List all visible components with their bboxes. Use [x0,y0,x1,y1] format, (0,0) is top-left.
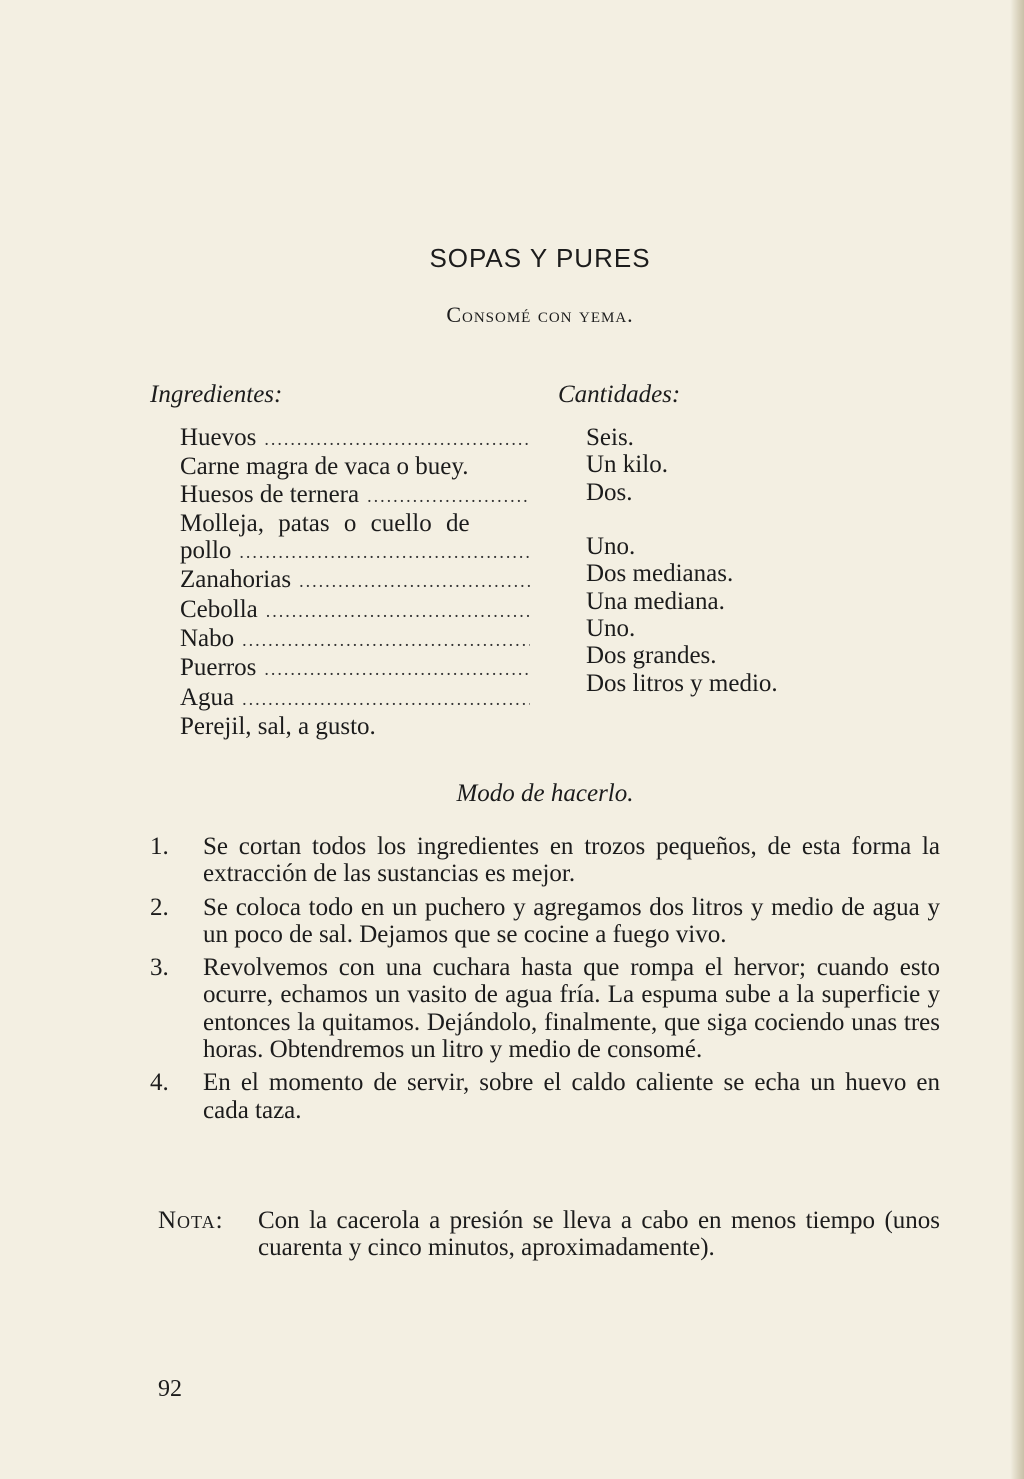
step-text: Se coloca todo en un puchero y agregamos dos litros y medio de agua y un poco de sal. Dejamos que se cocine a fuego vivo. [203,893,940,948]
ingredient-row [180,684,530,713]
quantity-value: Un kilo. [586,451,668,479]
quantity-value: Dos. [586,478,633,506]
step-text: En el momento de servir, sobre el caldo caliente se echa un huevo en cada taza. [203,1069,940,1124]
ingredients-heading: Ingredientes: [150,381,283,408]
page-number: 92 [158,1376,182,1402]
ingredient-name: Perejil, sal, a gusto. [180,712,376,740]
ingredient-name: Nabo [180,625,235,653]
leader-dots [242,686,530,713]
ingredient-row [180,510,530,537]
quantity-value: Uno. [586,615,636,643]
step-item [150,833,940,888]
ingredient-name: Molleja, patas o cuello de [180,509,470,537]
leader-dots [367,483,530,510]
ingredient-row [180,625,530,654]
ingredient-row [180,424,530,453]
quantity-value [586,506,886,533]
ingredient-name: Carne magra de vaca o buey. [180,453,469,481]
ingredient-row [180,537,530,566]
ingredient-name: pollo [180,537,232,565]
recipe-title: Consomé con yema. [446,302,634,327]
quantities-list [586,424,886,697]
step-text: Se cortan todos los ingredientes en trozos pequeños, de esta forma la extracción de las sustancias es mejor. [203,833,940,888]
ingredient-row [180,566,530,595]
step-item [150,1069,940,1124]
ingredient-name: Puerros [180,654,257,682]
method-heading: Modo de hacerlo. [456,780,634,807]
steps-list [150,833,940,1130]
note-label: Nota: [158,1207,224,1234]
step-item [150,894,940,949]
quantity-value: Seis. [586,424,634,451]
step-number: 2. [150,893,169,921]
ingredient-name: Huevos [180,424,257,451]
ingredients-list [180,424,530,740]
ingredient-name: Agua [180,683,235,711]
quantity-value: Dos medianas. [586,560,734,588]
leader-dots [242,627,530,654]
step-text: Revolvemos con una cuchara hasta que rompa el hervor; cuando esto ocurre, echamos un vasito de agua fría. La espuma sube a la superficie y entonces la quitamos. Dejándolo, finalmente, que siga cociendo unas tres horas. Obtendremos un litro y medio de consomé. [203,954,940,1064]
step-number: 1. [150,833,169,860]
ingredient-name: Zanahorias [180,566,292,594]
ingredient-row [180,453,530,480]
leader-dots [264,656,530,683]
page-edge [1010,0,1024,1479]
quantities-heading: Cantidades: [558,381,681,408]
ingredient-name: Cebolla [180,595,258,623]
quantity-value: Una mediana. [586,587,725,615]
ingredient-row [180,713,530,740]
ingredient-row [180,596,530,625]
leader-dots [266,598,530,625]
section-title: SOPAS Y PURES [429,243,651,273]
leader-dots [239,539,530,566]
quantity-value: Uno. [586,533,636,561]
step-item [150,954,940,1063]
ingredient-row [180,654,530,683]
note-text: Con la cacerola a presión se lleva a cabo en menos tiempo (unos cuarenta y cinco minutos, aproximadamente). [258,1207,940,1262]
step-number: 4. [150,1069,169,1097]
leader-dots [299,568,530,595]
quantity-value: Dos litros y medio. [586,669,778,697]
note [158,1207,940,1262]
step-number: 3. [150,954,169,982]
ingredient-name: Huesos de ternera [180,480,360,508]
ingredient-row [180,481,530,510]
quantity-value: Dos grandes. [586,642,717,670]
leader-dots [264,426,530,453]
